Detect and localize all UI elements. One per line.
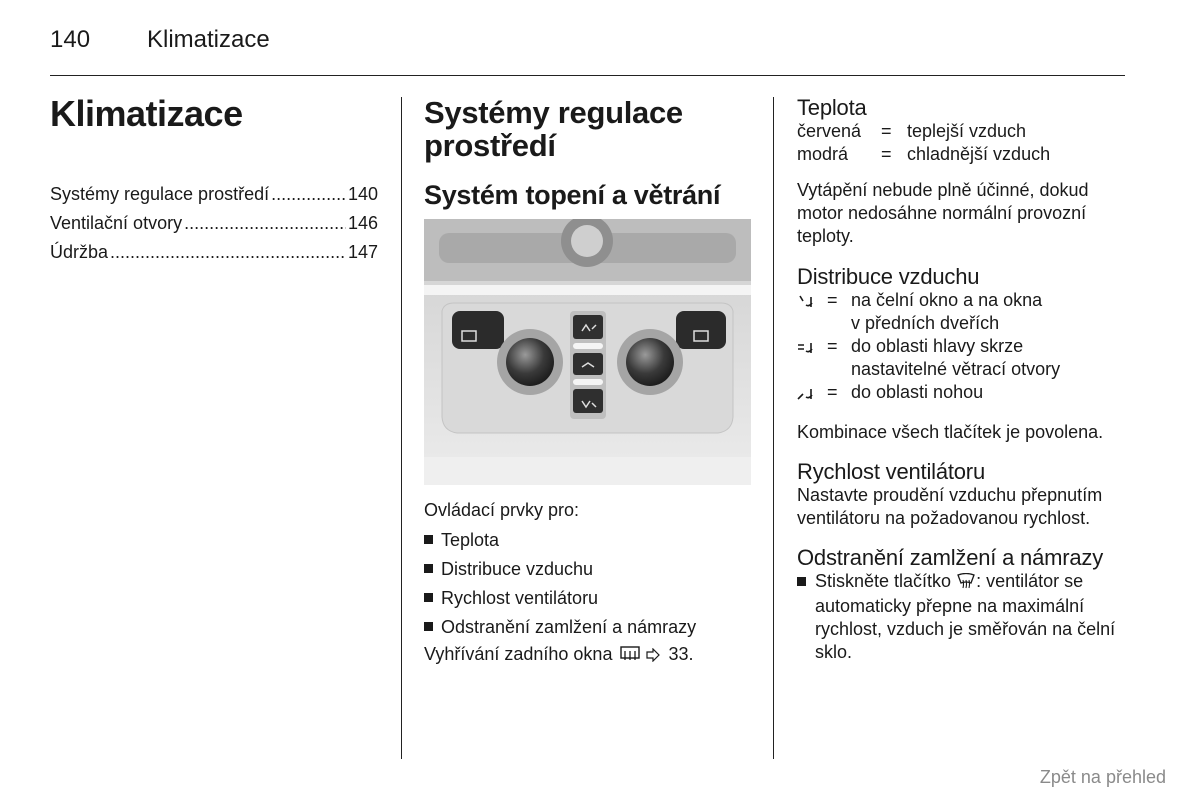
toc-item-page: 147 xyxy=(347,242,378,262)
air-distribution-text: do oblasti hlavy skrze xyxy=(851,336,1024,356)
temperature-key: modrá xyxy=(797,144,849,164)
defrost-button-icon xyxy=(956,572,976,595)
column-divider-left xyxy=(401,97,402,759)
head-airflow-icon xyxy=(797,335,827,381)
section-title-line1: Systémy regulace xyxy=(424,95,683,130)
page-reference-arrow-icon xyxy=(646,646,660,667)
toc-item-label: Údržba xyxy=(50,242,109,262)
chapter-column xyxy=(50,94,378,271)
list-item-label: Distribuce vzduchu xyxy=(441,559,594,579)
list-item-label: Teplota xyxy=(441,530,500,550)
header-rule xyxy=(50,75,1125,76)
list-item xyxy=(424,588,598,609)
details-column xyxy=(797,96,1127,664)
list-item xyxy=(424,559,593,580)
section-subtitle: Systém topení a větrání xyxy=(424,180,721,210)
list-item xyxy=(424,530,499,551)
temperature-row xyxy=(797,143,1127,166)
list-item xyxy=(797,570,1127,664)
temperature-value: teplejší vzduch xyxy=(907,121,1027,141)
fan-speed-heading: Rychlost ventilátoru xyxy=(797,459,985,484)
air-distribution-note: Kombinace všech tlačítek je povolena. xyxy=(797,422,1104,442)
temperature-heading: Teplota xyxy=(797,95,867,120)
toc-item-label: Systémy regulace prostředí xyxy=(50,184,270,204)
equals-sign: = xyxy=(881,121,892,141)
table-of-contents xyxy=(50,184,378,271)
windscreen-airflow-icon xyxy=(797,289,827,335)
fan-speed-text: Nastavte proudění vzduchu přepnutím ventilátoru na požadovanou rychlost. xyxy=(797,485,1103,528)
air-distribution-text: na čelní okno a na okna xyxy=(851,290,1043,310)
toc-item-label: Ventilační otvory xyxy=(50,213,183,233)
air-distribution-heading: Distribuce vzduchu xyxy=(797,264,980,289)
temperature-value: chladnější vzduch xyxy=(907,144,1051,164)
rear-heating-page-ref: 33. xyxy=(668,644,694,664)
column-divider-right xyxy=(773,97,774,759)
equals-sign: = xyxy=(827,290,838,310)
section-title xyxy=(424,96,754,162)
toc-leader xyxy=(271,184,346,205)
equals-sign: = xyxy=(881,144,892,164)
toc-item[interactable] xyxy=(50,213,378,242)
rear-window-heating-ref[interactable] xyxy=(424,644,694,667)
temperature-note: Vytápění nebude plně účinné, dokud motor nedosáhne normální provozní teploty. xyxy=(797,180,1089,246)
rear-window-heating-icon xyxy=(620,646,640,667)
defrost-text: Stiskněte tlačítko xyxy=(815,571,952,591)
toc-item-page: 146 xyxy=(347,213,378,233)
page-number: 140 xyxy=(50,26,91,53)
controls-intro: Ovládací prvky pro: xyxy=(424,500,580,520)
air-distribution-text: nastavitelné větrací otvory xyxy=(851,359,1061,379)
air-distribution-item xyxy=(797,381,1127,407)
toc-item[interactable] xyxy=(50,184,378,213)
temperature-key: červená xyxy=(797,121,862,141)
toc-leader xyxy=(184,213,346,234)
section-title-line2: prostředí xyxy=(424,128,556,163)
defrost-heading: Odstranění zamlžení a námrazy xyxy=(797,545,1104,570)
back-to-overview-link[interactable]: Zpět na přehled xyxy=(1039,767,1166,787)
toc-item-page: 140 xyxy=(347,184,378,204)
foot-airflow-icon xyxy=(797,381,827,407)
section-column xyxy=(424,95,754,664)
running-title: Klimatizace xyxy=(147,26,270,53)
air-distribution-item xyxy=(797,335,1127,381)
air-distribution-text: v předních dveřích xyxy=(851,313,1000,333)
list-item xyxy=(424,617,696,638)
toc-leader xyxy=(110,242,346,263)
rear-heating-text: Vyhřívání zadního okna xyxy=(424,644,613,664)
list-item-label: Rychlost ventilátoru xyxy=(441,588,599,608)
temperature-row xyxy=(797,120,1127,143)
chapter-title: Klimatizace xyxy=(50,93,243,134)
defrost-text: : ventilátor se automaticky přepne na maximální rychlost, vzduch je směřován na čelní sklo. xyxy=(815,571,1116,662)
toc-item[interactable] xyxy=(50,242,378,271)
air-distribution-text: do oblasti nohou xyxy=(851,382,984,402)
list-item-label: Odstranění zamlžení a námrazy xyxy=(441,617,697,637)
equals-sign: = xyxy=(827,382,838,402)
air-distribution-item xyxy=(797,289,1127,335)
climate-control-panel-image xyxy=(424,219,751,485)
equals-sign: = xyxy=(827,336,838,356)
